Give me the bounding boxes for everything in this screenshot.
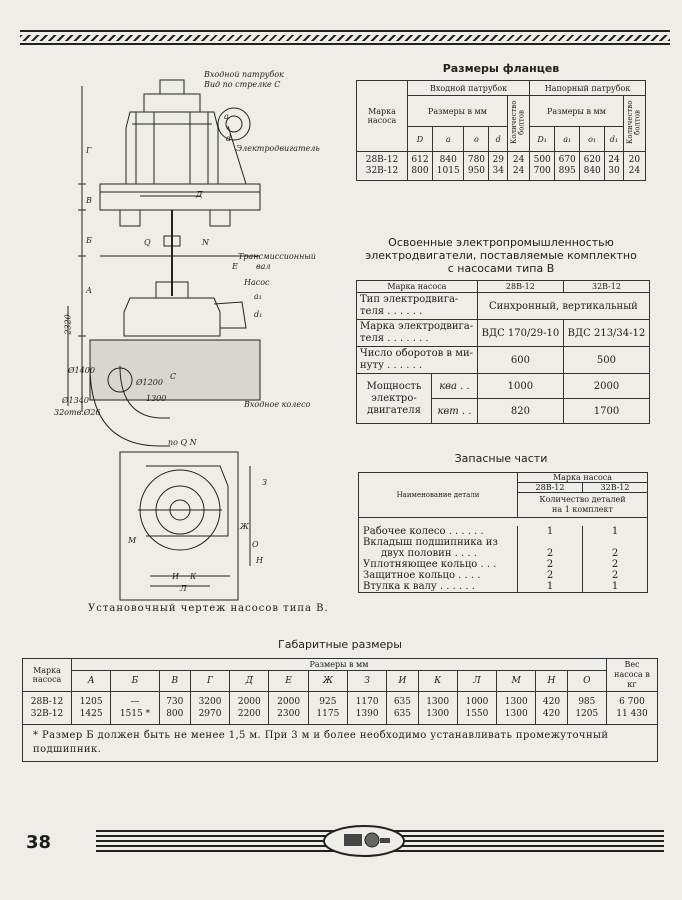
flanges-col-o: o [464, 127, 489, 152]
overall-col-header: З [348, 671, 387, 692]
motors-title-line-1: Освоенные электропромышленностью [388, 236, 614, 249]
overall-cell: 925 1175 [308, 692, 347, 725]
flanges-outlet-dims: Размеры в мм [530, 96, 624, 127]
motors-title-line-2: электродвигатели, поставляемые комплектно [365, 249, 637, 262]
label-plan-top: по Q N [168, 438, 197, 447]
overall-cell: 420 420 [536, 692, 567, 725]
motors-rpm-label: Число оборотов в ми- нуту . . . . . . [357, 347, 478, 374]
label-dim-m: М [128, 536, 137, 545]
label-d1340: Ø1340 [62, 396, 89, 405]
spares-row: Рабочее колесо . . . . . . 1 1 [359, 526, 648, 537]
label-d1200: Ø1200 [136, 378, 163, 387]
label-inlet-arrow: Вид по стрелке С [204, 80, 281, 89]
overall-col-header: Б [111, 671, 159, 692]
overall-col-header: О [567, 671, 606, 692]
flanges-cell: 20 24 [623, 152, 645, 181]
label-dim-q: Q [144, 238, 151, 247]
flanges-col-a: a [433, 127, 464, 152]
motors-type-label: Тип электродвига- теля . . . . . . [357, 293, 478, 320]
overall-cell: 730 800 [159, 692, 190, 725]
flanges-inlet-bolts: Количество болтов [508, 96, 530, 152]
motor-cap [160, 80, 184, 94]
motors-rpm-28: 600 [477, 347, 563, 374]
overall-col-header: А [72, 671, 111, 692]
flanges-col-a1: a₁ [555, 127, 580, 152]
label-dim-e: Е [232, 262, 238, 271]
overall-cell: 1205 1425 [72, 692, 111, 725]
motors-type-value: Синхронный, вертикальный [477, 293, 649, 320]
motors-unit-kvt: квт . . [432, 399, 478, 424]
label-dim-z: З [262, 478, 267, 487]
label-dim-b: Б [86, 236, 92, 245]
label-motor: Электродвигатель [236, 144, 320, 153]
overall-brand: 28В-12 32В-12 [23, 692, 72, 725]
motors-table [356, 280, 650, 424]
overall-cell: 635 635 [387, 692, 418, 725]
spares-h-brand: Марка насоса [518, 473, 648, 483]
label-inlet: Входной патрубок [204, 70, 284, 79]
flanges-cell: 670 895 [555, 152, 580, 181]
motors-mark-32: ВДС 213/34-12 [563, 320, 649, 347]
motors-title-line-3: с насосами типа В [447, 262, 555, 275]
spares-row: Уплотняющее кольцо . . . 2 2 [359, 559, 648, 570]
motors-mark-28: ВДС 170/29-10 [477, 320, 563, 347]
plan-view-outline [120, 452, 238, 600]
flanges-col-o1: o₁ [580, 127, 605, 152]
label-d1400: Ø1400 [68, 366, 95, 375]
overall-footnote: * Размер Б должен быть не менее 1,5 м. При 3 м и более необходимо устанавливать промежуточный подшипник. [23, 725, 658, 762]
overall-col-header: К [418, 671, 457, 692]
motors-mark-label: Марка электродвига- теля . . . . . . . [357, 320, 478, 347]
overall-col-header: Е [269, 671, 308, 692]
label-pump: Насос [244, 278, 270, 287]
flanges-cell: 24 30 [605, 152, 624, 181]
motors-title [356, 236, 646, 275]
flanges-col-D: D [408, 127, 433, 152]
page-number: 38 [26, 832, 52, 853]
flanges-cell: 620 840 [580, 152, 605, 181]
flanges-table [356, 80, 646, 181]
overall-col-header: Н [536, 671, 567, 692]
motors-h-brand: Марка насоса [357, 281, 478, 293]
motor-frame [100, 184, 260, 210]
flanges-inlet-dims: Размеры в мм [408, 96, 508, 127]
flanges-cell: 612 800 [408, 152, 433, 181]
label-shaft-2: вал [256, 262, 271, 271]
spares-row: Вкладыш подшипника из [359, 537, 648, 548]
overall-col-header: И [387, 671, 418, 692]
spares-row: двух половин . . . . 2 2 [359, 548, 648, 559]
label-impeller: Входное колесо [244, 400, 311, 409]
label-dim-d1: d₁ [254, 310, 263, 319]
pump-emblem-icon [322, 824, 406, 858]
overall-cell: 1300 1300 [418, 692, 457, 725]
motors-h-28: 28В-12 [477, 281, 563, 293]
overall-col-header: В [159, 671, 190, 692]
flanges-cell: 29 34 [489, 152, 508, 181]
overall-row [23, 692, 658, 725]
label-dim-o: О [252, 540, 259, 549]
label-dim-i: И [172, 572, 179, 581]
motors-kvt-32: 1700 [563, 399, 649, 424]
label-2320: 2320 [63, 314, 73, 335]
label-dim-d: Д [196, 190, 203, 199]
motor-body [126, 112, 218, 184]
spares-h-32: 32В-12 [583, 483, 648, 493]
top-decorative-band [20, 26, 670, 52]
overall-cell: — 1515 * [111, 692, 159, 725]
label-dim-c: С [170, 372, 177, 381]
drawing-caption: Установочный чертеж насосов типа В. [88, 603, 329, 614]
flanges-col-brand: Марка насоса [357, 81, 408, 152]
overall-col-header: Д [230, 671, 269, 692]
pump-casing [124, 298, 220, 336]
label-dim-zh: Ж [240, 522, 249, 531]
label-dim-g: Г [86, 146, 92, 155]
flanges-cell: 840 1015 [433, 152, 464, 181]
overall-h-weight: Вес насоса в кг [607, 659, 658, 692]
motors-unit-kva: ква . . [432, 374, 478, 399]
bottom-decorative-band [96, 828, 664, 856]
label-1300: 1300 [146, 394, 167, 403]
flanges-outlet-bolts: Количество болтов [623, 96, 645, 152]
overall-col-header: М [497, 671, 536, 692]
overall-cell: 1170 1390 [348, 692, 387, 725]
label-dim-k: К [190, 572, 197, 581]
motor-upper [144, 94, 200, 112]
spares-title: Запасные части [454, 452, 548, 465]
overall-cell: 3200 2970 [190, 692, 229, 725]
spares-table [358, 472, 648, 593]
overall-title: Габаритные размеры [278, 638, 402, 651]
overall-table [22, 658, 658, 762]
motors-power-label: Мощность электро- двигателя [357, 374, 432, 424]
flanges-row [357, 152, 646, 181]
inlet-flange-view [218, 108, 250, 140]
label-dim-h: Н [256, 556, 263, 565]
overall-cell: 985 1205 [567, 692, 606, 725]
flanges-col-d: d [489, 127, 508, 152]
spares-row: Втулка к валу . . . . . . 1 1 [359, 581, 648, 593]
label-shaft: Трансмиссионный [238, 252, 316, 261]
overall-col-header: Ж [308, 671, 347, 692]
flanges-cell: 24 24 [508, 152, 530, 181]
overall-h-dims: Размеры в мм [72, 659, 607, 671]
motors-rpm-32: 500 [563, 347, 649, 374]
overall-h-brand: Марка насоса [23, 659, 72, 692]
flanges-cell: 780 950 [464, 152, 489, 181]
label-dim-n: N [202, 238, 209, 247]
overall-weight: 6 700 11 430 [607, 692, 658, 725]
label-holes: 32отв.Ø26 [54, 408, 101, 417]
overall-col-header: Л [457, 671, 496, 692]
label-dim-d-small: d [226, 134, 232, 143]
spares-h-name: Наименование детали [359, 473, 518, 518]
spares-h-28: 28В-12 [518, 483, 583, 493]
overall-cell: 1300 1300 [497, 692, 536, 725]
label-dim-v: В [86, 196, 92, 205]
label-dim-l: Л [180, 584, 187, 593]
flanges-col-d1: d₁ [605, 127, 624, 152]
overall-cell: 2000 2300 [269, 692, 308, 725]
flanges-inlet-header: Входной патрубок [408, 81, 530, 96]
label-dim-a-small: a [224, 112, 229, 121]
overall-col-header: Г [190, 671, 229, 692]
flanges-cell: 500 700 [530, 152, 555, 181]
overall-cell: 1000 1550 [457, 692, 496, 725]
motors-kva-32: 2000 [563, 374, 649, 399]
motors-h-32: 32В-12 [563, 281, 649, 293]
flanges-title: Размеры фланцев [442, 62, 560, 75]
label-dim-a1: a₁ [254, 292, 262, 301]
spares-row: Защитное кольцо . . . . 2 2 [359, 570, 648, 581]
flanges-outlet-header: Напорный патрубок [530, 81, 646, 96]
motors-kvt-28: 820 [477, 399, 563, 424]
label-dim-a: А [86, 286, 93, 295]
spares-h-qty: Количество деталей на 1 комплект [518, 493, 648, 518]
flanges-col-D1: D₁ [530, 127, 555, 152]
flanges-brand: 28В-12 32В-12 [357, 152, 408, 181]
motors-kva-28: 1000 [477, 374, 563, 399]
overall-cell: 2000 2200 [230, 692, 269, 725]
